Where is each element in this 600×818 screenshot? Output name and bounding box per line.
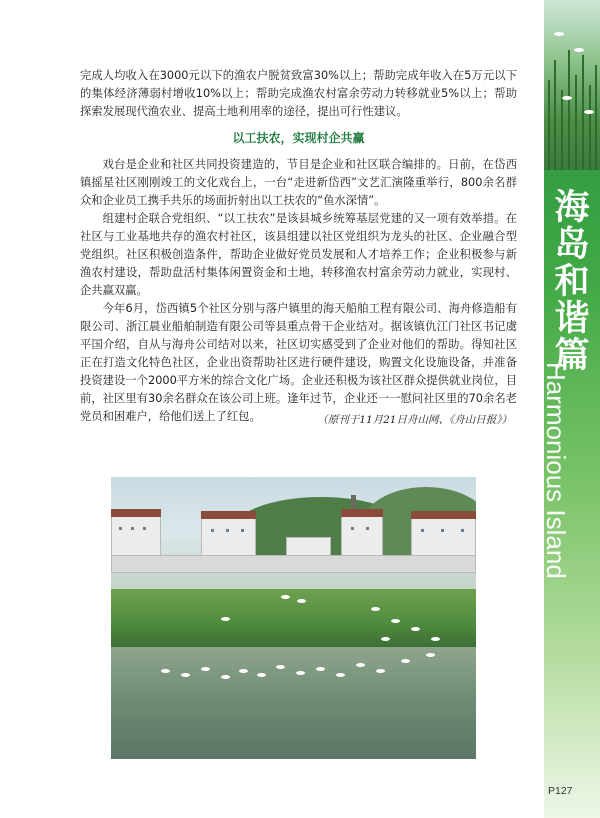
chapter-sidebar [541, 0, 600, 818]
reeds-and-egrets-photo [544, 0, 600, 170]
section-heading: 以工扶农，实现村企共赢 [232, 131, 365, 145]
wetland-village-egrets-photo [111, 477, 476, 759]
page-number: P127 [548, 785, 573, 797]
paragraph-1: 戏台是企业和社区共同投资建造的，节目是企业和社区联合编排的。日前，在岱西镇摇星社区刚刚竣工的文化戏台上，一台“走进新岱西”文艺汇演隆重举行，800余名群众和企业员工携手共乐的场面折射出以工扶农的“鱼水深情”。 [80, 158, 517, 207]
chapter-subtitle-en: Harmonious Island [541, 362, 571, 579]
paragraph-2: 组建村企联合党组织、“以工扶农”是该县城乡统筹基层党建的又一项有效举措。在社区与工业基地共存的渔农村社区，该县组建以社区党组织为龙头的社区、企业融合型党组织。社区积极创造条件，帮助企业做好党员发展和人才培养工作；企业积极参与新渔农村建设，帮助盘活村集体闲置资金和土地，转移渔农村富余劳动力就业，实现村、企共赢双赢。 [80, 212, 517, 297]
paragraph-3: 今年6月，岱西镇5个社区分别与落户镇里的海天船舶工程有限公司、海舟修造船有限公司、浙江晨业船舶制造有限公司等县重点骨干企业结对。据该镇仇江门社区书记虞平国介绍，自从与海舟公司结对以来，社区切实感受到了企业对他们的帮助。得知社区正在打造文化特色社区，企业出资帮助社区进行硬件建设，购置文化设施设备，并准备投资建设一个2000平方米的综合文化广场。企业还积极为该社区群众提供就业岗位，目前，社区里有30余名群众在该公司上班。逢年过节，企业还一一慰问社区里的70余名老党员和困难户，给他们送上了红包。 [80, 302, 517, 423]
article-body [80, 156, 517, 426]
chapter-title: 海岛和谐篇 [549, 188, 590, 373]
intro-paragraph [80, 67, 517, 121]
intro-text: 完成人均收入在3000元以下的渔农户脱贫致富30%以上；帮助完成年收入在5万元以下的集体经济薄弱村增收10%以上；帮助完成渔农村富余劳动力转移就业5%以上；帮助探索发展现代渔农业、提高土地利用率的途径，提出可行性建议。 [80, 69, 517, 118]
source-note: （原刊于11月21日舟山网、《舟山日报》） [317, 414, 512, 426]
